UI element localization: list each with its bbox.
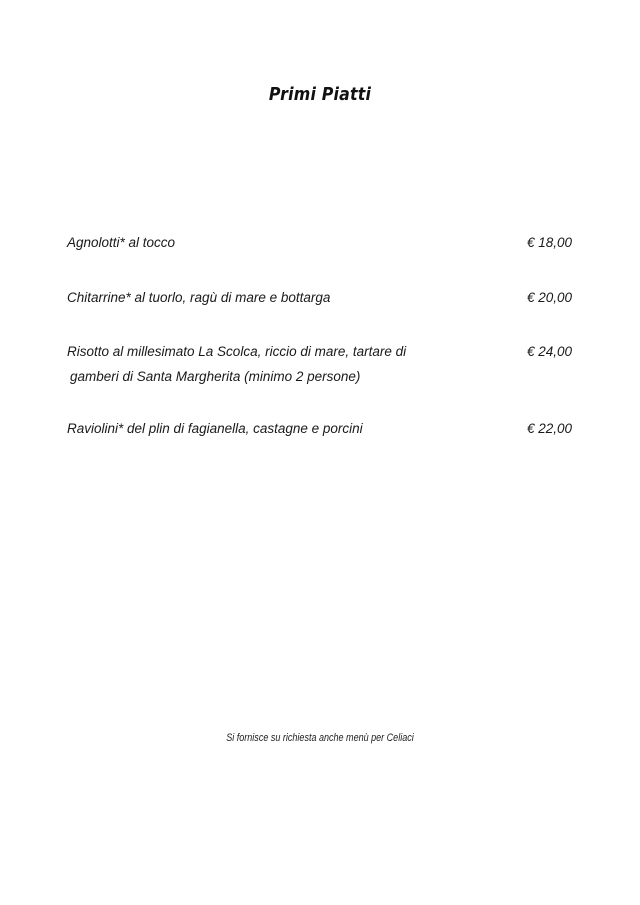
menu-item-name: Chitarrine* al tuorlo, ragù di mare e bottarga — [67, 290, 331, 305]
menu-item-price: € 20,00 — [526, 290, 572, 305]
menu-item-name: Raviolini* del plin di fagianella, castagne e porcini — [67, 421, 363, 436]
menu-item — [67, 339, 577, 389]
menu-item-name: Agnolotti* al tocco — [67, 235, 176, 250]
menu-item — [67, 285, 577, 310]
menu-item — [67, 230, 577, 255]
menu-item-price: € 24,00 — [526, 344, 572, 359]
menu-item-price: € 18,00 — [526, 235, 572, 250]
menu-item-name-continued: gamberi di Santa Margherita (minimo 2 persone) — [70, 369, 361, 384]
section-title: Primi Piatti — [268, 84, 372, 105]
menu-item — [67, 416, 577, 441]
celiac-menu-note: Si fornisce su richiesta anche menù per Celiaci — [226, 732, 414, 744]
menu-item-name: Risotto al millesimato La Scolca, riccio di mare, tartare di — [67, 344, 407, 359]
menu-item-price: € 22,00 — [526, 421, 572, 436]
